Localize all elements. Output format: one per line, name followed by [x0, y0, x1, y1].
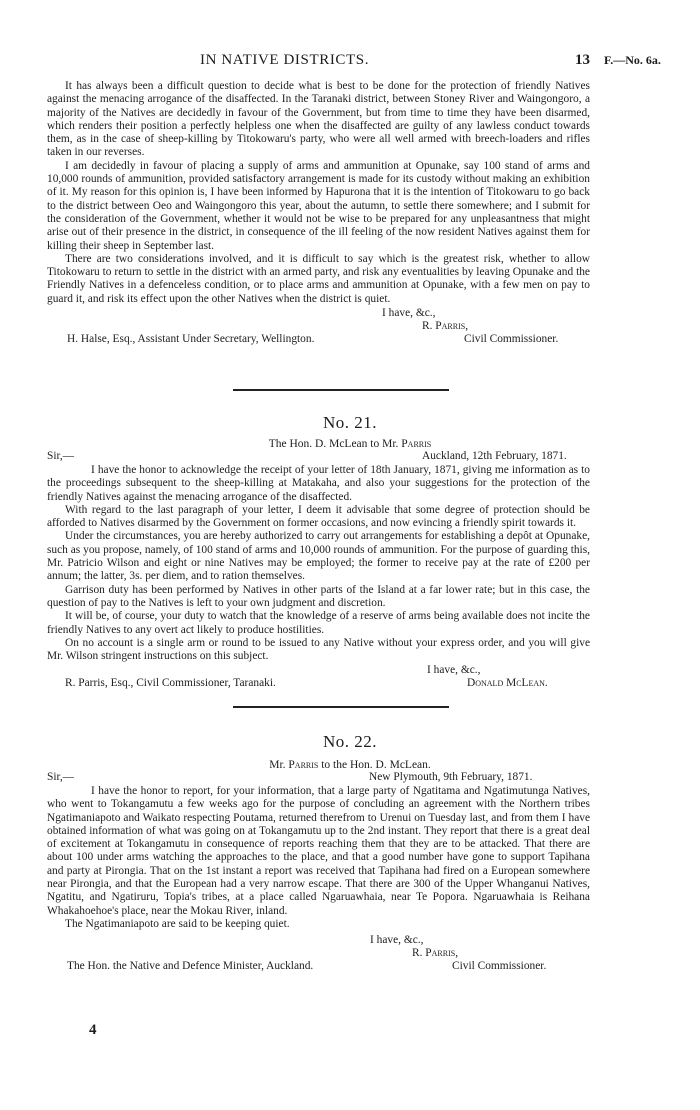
- addressee: The Hon. the Native and Defence Minister, Auckland.: [67, 960, 314, 973]
- addressee: R. Parris, Esq., Civil Commissioner, Taranaki.: [65, 677, 276, 690]
- subtitle-name: Parris: [401, 438, 432, 450]
- section-divider: [233, 706, 449, 708]
- document-number: No. 22.: [322, 732, 378, 751]
- paper-reference: F.—No. 6a.: [604, 53, 661, 67]
- subtitle-text: The Hon. D. McLean to Mr.: [268, 438, 402, 450]
- running-header: [0, 52, 700, 72]
- letter-21-salutation-line: [47, 450, 590, 464]
- paragraph: On no account is a single arm or round to be issued to any Native without your express order, and you will give Mr. Wilson stringent instructions on this subject.: [47, 636, 590, 663]
- subtitle-name: Parris: [288, 759, 319, 771]
- letter-20-signature-block: [47, 306, 590, 346]
- paragraph: The Ngatimaniapoto are said to be keeping quiet.: [65, 917, 290, 930]
- salutation: Sir,—: [47, 771, 75, 783]
- addressee: H. Halse, Esq., Assistant Under Secretary, Wellington.: [67, 333, 315, 346]
- signature-mark: 4: [89, 1022, 97, 1038]
- subtitle: [269, 438, 432, 450]
- signature: R. Parris,: [412, 947, 459, 960]
- sender-title: Civil Commissioner.: [464, 333, 559, 346]
- dateline: Auckland, 12th February, 1871.: [422, 450, 567, 462]
- running-title: IN NATIVE DISTRICTS.: [200, 52, 370, 68]
- signature: Donald McLean.: [467, 677, 548, 690]
- letter-22-heading: [0, 732, 700, 752]
- subtitle-text: Mr.: [269, 759, 289, 771]
- paragraph: There are two considerations involved, and it is difficult to say which is the greatest risk, whether to allow Titokowaru to return to settle in the district with an armed party, and risk any eventualities by leaving Opunake and the Friendly Natives in a defenceless condition, or to place arms and ammunition at Opunake, with a few men on pay to guard it, and risk its effect upon the other Natives when the district is quiet.: [47, 252, 590, 305]
- letter-22-salutation-line: [47, 771, 590, 785]
- subtitle-text: to the Hon. D. McLean.: [318, 759, 431, 771]
- salutation: Sir,—: [47, 450, 75, 462]
- paragraph: It has always been a difficult question to decide what is best to be done for the protection of friendly Natives against the menacing arrogance of the disaffected. In the Taranaki district, between Stoney River and Waingongoro, a majority of the Natives are decidedly in favour of the Government, but from time to time they have been disarmed, which renders their position a perfectly helpless one when the disaffected are guilty of any lawless conduct towards them, as in the case of sheep-killing by Titokowaru's party, who were all well armed with breech-loaders and rifles taken in our reverses.: [47, 80, 590, 159]
- paragraph: Garrison duty has been performed by Natives in other parts of the Island at a far lower rate; but in this case, the question of pay to the Natives is left to your own judgment and discretion.: [47, 583, 590, 609]
- paragraph: It will be, of course, your duty to watch that the knowledge of a reserve of arms being available does not incite the friendly Natives to any overt act likely to produce hostilities.: [47, 610, 590, 636]
- paragraph: I have the honor to acknowledge the receipt of your letter of 18th January, 1871, giving me information as to the proceedings subsequent to the sheep-killing at Matakaha, and also your suggestions for the protection of the friendly Natives against the menacing arrogance of the disaffected.: [47, 464, 590, 503]
- paragraph: With regard to the last paragraph of your letter, I deem it advisable that some degree of protection should be afforded to Natives disarmed by the Government on former occasions, and now evincing a friendly spirit towards it.: [47, 503, 590, 530]
- letter-21-signature-block: [47, 663, 590, 693]
- letter-22-body: [47, 785, 590, 975]
- closing: I have, &c.,: [382, 307, 436, 320]
- sender-title: Civil Commissioner.: [452, 960, 547, 973]
- document-number: No. 21.: [322, 413, 378, 432]
- paragraph: I have the honor to report, for your information, that a large party of Ngatitama and Ngatimutunga Natives, who went to Tokangamutu a few weeks ago for the purpose of concluding an agreement with the Northern tribes Ngatimaniapoto and Waikato respecting Poutama, returned therefrom to Urenui on Tuesday last, and from them I have obtained information of what was going on at Tokangamutu up to the 2nd instant. They report that there is a great deal of excitement at Tokangamutu in consequence of reports reaching them that they are to be attacked. That there are about 100 under arms watching the approaches to the place, and that a good number have gone to support Tapihana and party at Pirongia. That on the 1st instant a report was received that Tapihana had fired on a European somewhere near Pirongia, and that the European had a very narrow escape. That there are 300 of the Upper Whanganui Natives, Ngatitu, and Ngatiruru, Topia's tribes, at a place called Ngaruawhaia, near Te Popora. Ngaruawhaia is Reihana Whakahoehoe's place, near the Mokau River, inland.: [47, 785, 590, 917]
- letter-20-body: [47, 80, 590, 346]
- signature: R. Parris,: [422, 320, 469, 333]
- section-divider: [233, 389, 449, 391]
- letter-21-body: [47, 464, 590, 693]
- paragraph: I am decidedly in favour of placing a supply of arms and ammunition at Opunake, say 100 stand of arms and 10,000 rounds of ammunition, provided satisfactory arrangement is made for its custody without making an exhibition of it. My reason for this opinion is, I have been informed by Hapurona that it is the intention of Titokowaru to go back to the district between Oeo and Waingongoro this year, about the autumn, to settle there somewhere; and I submit for the consideration of the Government, whether it would not be wise to be prepared for any unpleasantness that might arise out of their presence in the district, in consequence of the ill feeling of the now resident Natives against them for killing their sheep in September last.: [47, 159, 590, 252]
- paragraph: Under the circumstances, you are hereby authorized to carry out arrangements for establishing a depôt at Opunake, such as you propose, namely, of 100 stand of arms and 10,000 rounds of ammunition. For the purpose of guarding this, Mr. Patricio Wilson and eight or nine Natives may be employed; the former to receive pay at the rate of £200 per annum; the latter, 3s. per diem, and to ration themselves.: [47, 530, 590, 583]
- letter-21-heading: [0, 413, 700, 433]
- closing: I have, &c.,: [427, 664, 481, 677]
- closing: I have, &c.,: [370, 934, 424, 947]
- dateline: New Plymouth, 9th February, 1871.: [369, 771, 533, 783]
- subtitle: [269, 759, 431, 771]
- page-number: 13: [575, 52, 590, 68]
- letter-22-signature-block: [47, 931, 590, 975]
